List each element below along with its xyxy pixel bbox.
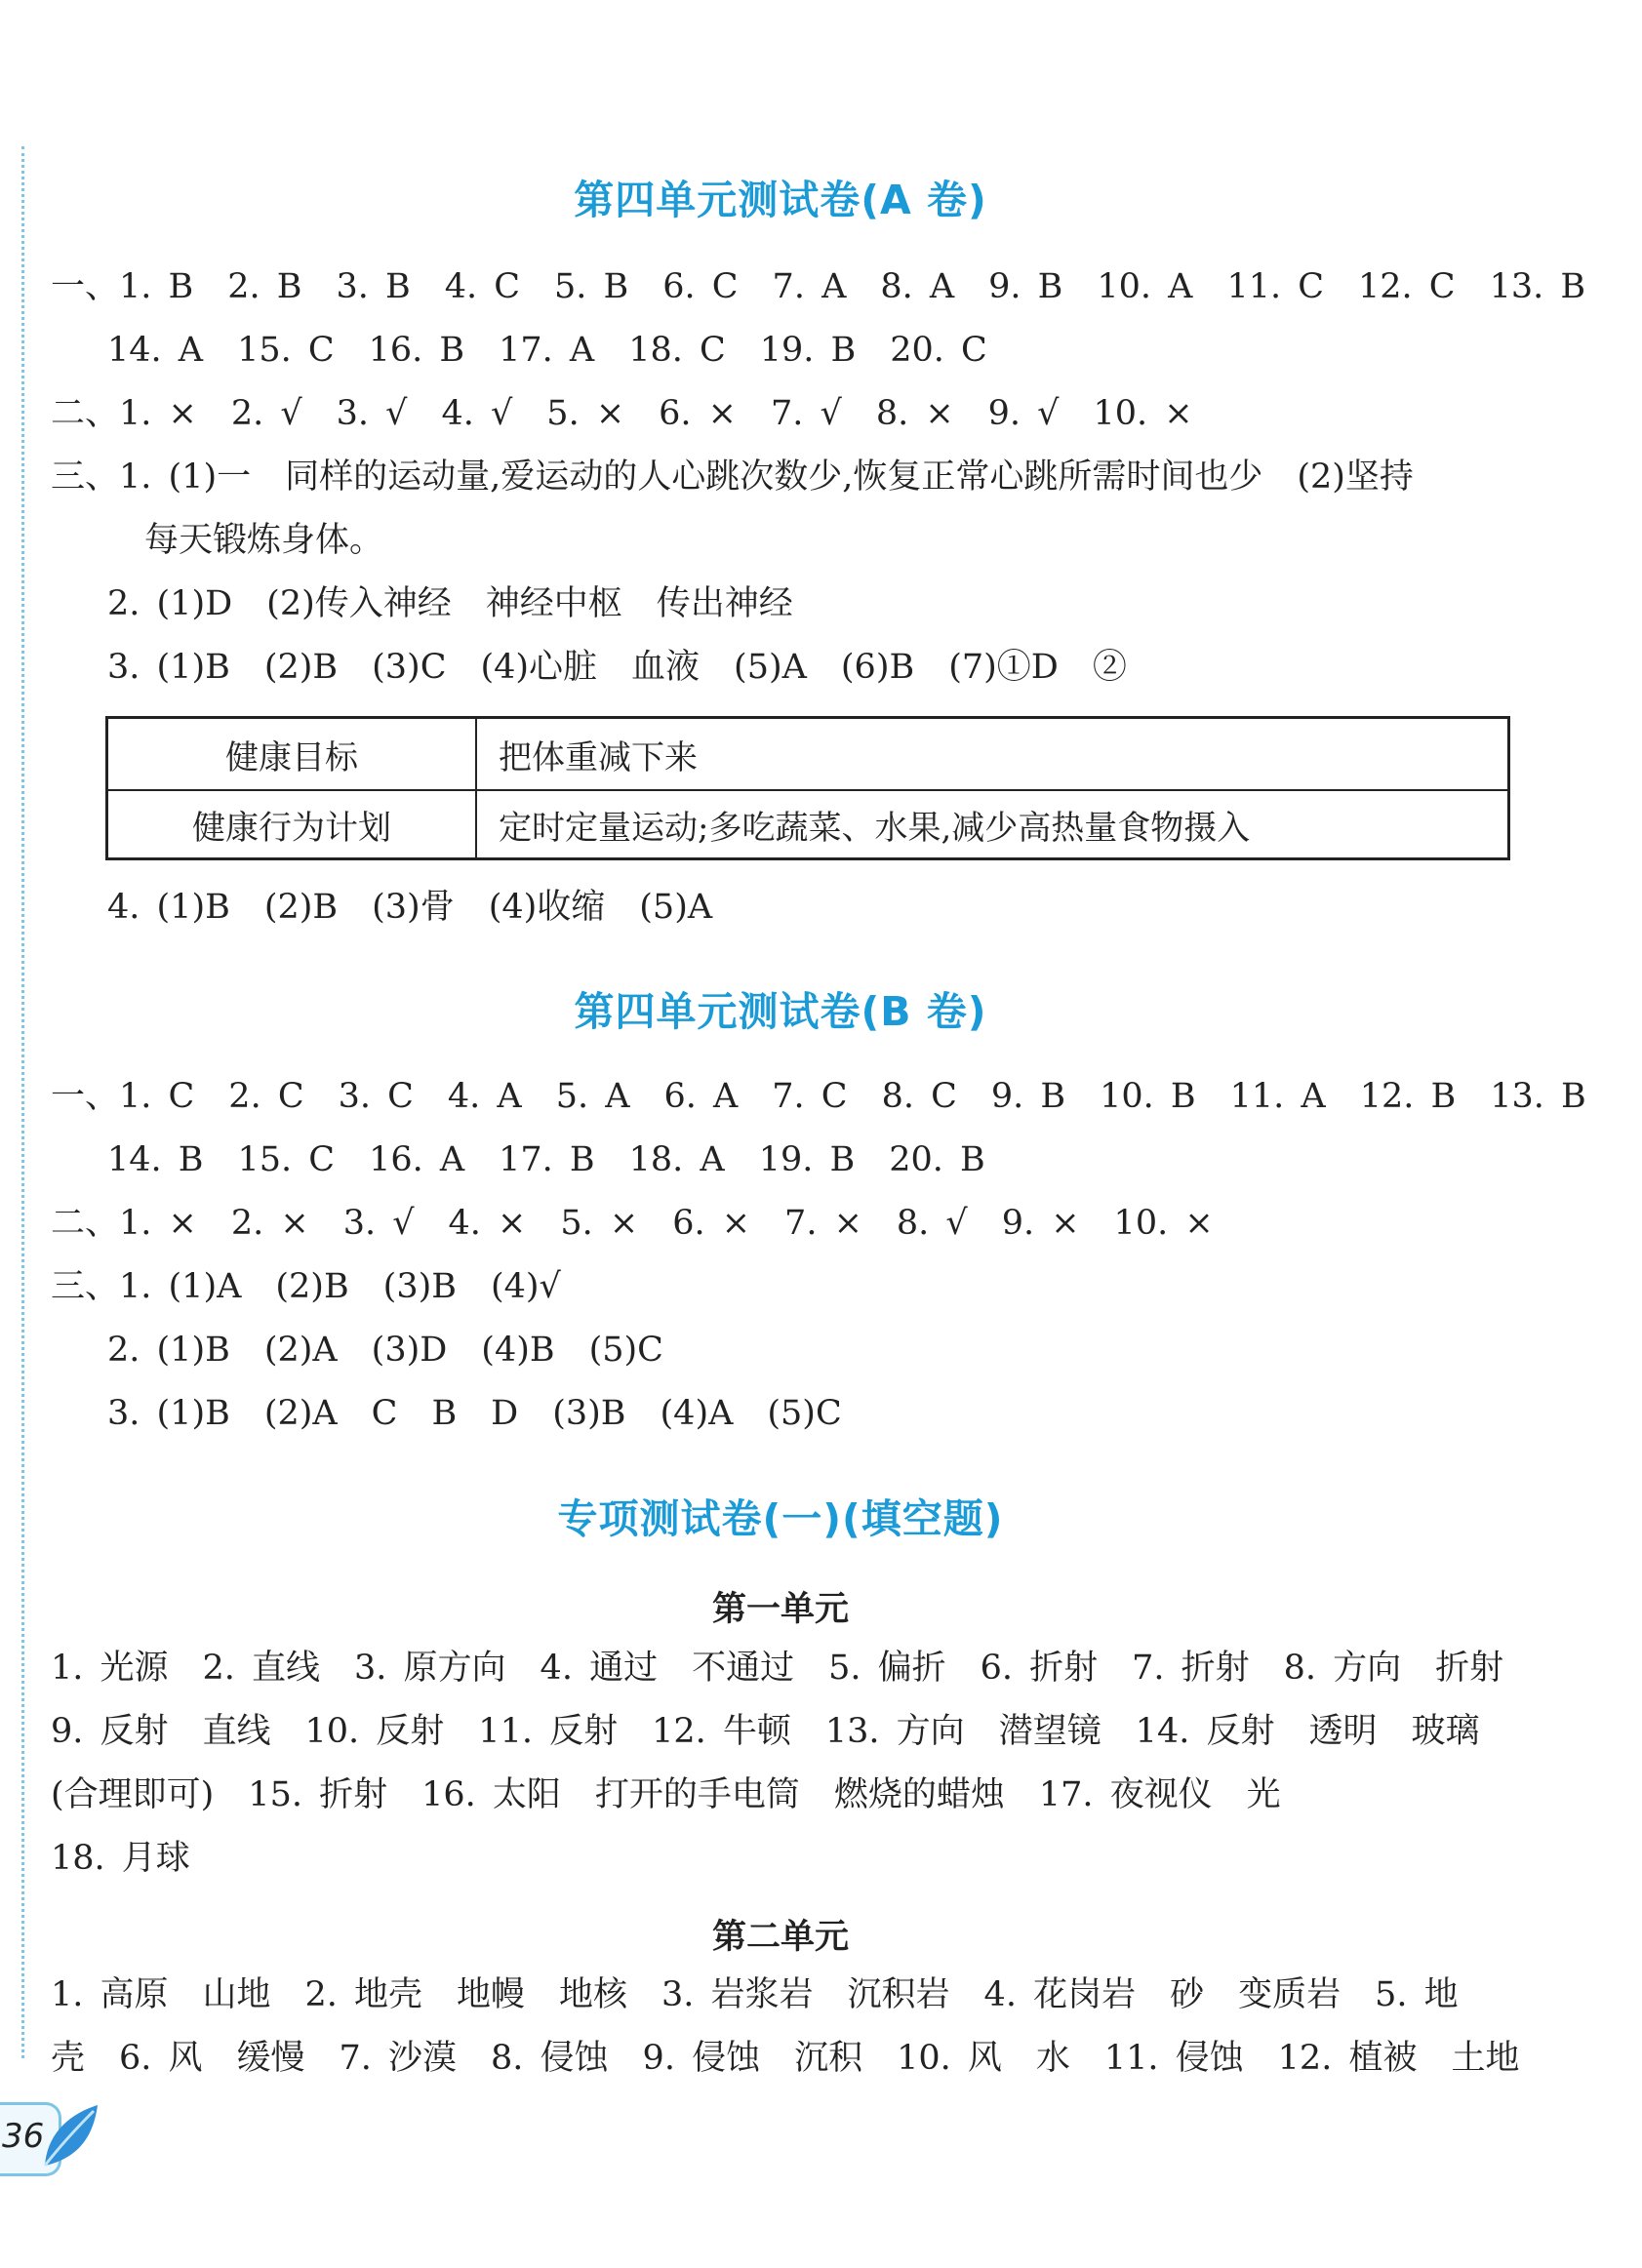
unit-2-line-1: 1. 高原 山地 2. 地壳 地幔 地核 3. 岩浆岩 沉积岩 4. 花岗岩 砂 变质岩 5. 地 — [51, 1975, 1459, 2014]
page-number: 36 — [2, 2117, 45, 2156]
unit-1-line-1: 1. 光源 2. 直线 3. 原方向 4. 通过 不通过 5. 偏折 6. 折射 7. 折射 8. 方向 折射 — [51, 1649, 1504, 1688]
unit-1-line-3: (合理即可) 15. 折射 16. 太阳 打开的手电筒 燃烧的蜡烛 17. 夜视仪 光 — [51, 1775, 1281, 1814]
section-b-line-1: 一、1. C 2. C 3. C 4. A 5. A 6. A 7. C 8. C 9. B 10. B 11. A 12. B 13. B — [51, 1077, 1586, 1116]
special-test-title: 专项测试卷(一)(填空题) — [557, 1495, 1004, 1542]
table-cell-label: 健康行为计划 — [108, 789, 477, 859]
section-b-line-5: 2. (1)B (2)A (3)D (4)B (5)C — [107, 1331, 663, 1370]
section-b-line-6: 3. (1)B (2)A C B D (3)B (4)A (5)C — [107, 1394, 842, 1433]
section-a-line-2: 14. A 15. C 16. B 17. A 18. C 19. B 20. C — [107, 331, 987, 370]
health-plan-table — [105, 716, 1510, 860]
section-b-line-3: 二、1. × 2. × 3. √ 4. × 5. × 6. × 7. × 8. √ 9. × 10. × — [51, 1204, 1214, 1243]
unit-2-subtitle: 第二单元 — [711, 1918, 849, 1957]
table-row — [108, 789, 1507, 859]
table-cell-value: 定时定量运动;多吃蔬菜、水果,减少高热量食物摄入 — [499, 808, 1251, 848]
section-a-line-6: 2. (1)D (2)传入神经 神经中枢 传出神经 — [107, 584, 793, 623]
table-cell-label: 健康目标 — [108, 719, 477, 789]
section-b-line-2: 14. B 15. C 16. A 17. B 18. A 19. B 20. B — [107, 1140, 985, 1179]
section-a-line-5: 每天锻炼身体。 — [144, 521, 384, 560]
unit-1-subtitle: 第一单元 — [711, 1590, 849, 1629]
table-cell-value: 把体重减下来 — [499, 737, 698, 777]
section-a-line-4: 三、1. (1)一 同样的运动量,爱运动的人心跳次数少,恢复正常心跳所需时间也少 (2)坚持 — [51, 458, 1414, 497]
table-row — [108, 719, 1507, 791]
unit-1-line-4: 18. 月球 — [51, 1839, 190, 1878]
section-b-title: 第四单元测试卷(B 卷) — [574, 988, 987, 1035]
leaf-icon — [37, 2097, 105, 2175]
section-a-line-3: 二、1. × 2. √ 3. √ 4. √ 5. × 6. × 7. √ 8. × 9. √ 10. × — [51, 394, 1193, 433]
unit-2-line-2: 壳 6. 风 缓慢 7. 沙漠 8. 侵蚀 9. 侵蚀 沉积 10. 风 水 11. 侵蚀 12. 植被 土地 — [51, 2039, 1520, 2078]
unit-1-line-2: 9. 反射 直线 10. 反射 11. 反射 12. 牛顿 13. 方向 潜望镜 14. 反射 透明 玻璃 — [51, 1712, 1480, 1751]
section-a-line-1: 一、1. B 2. B 3. B 4. C 5. B 6. C 7. A 8. A 9. B 10. A 11. C 12. C 13. B — [51, 267, 1586, 306]
section-a-line-8: 4. (1)B (2)B (3)骨 (4)收缩 (5)A — [107, 888, 713, 927]
section-a-title: 第四单元测试卷(A 卷) — [574, 177, 987, 223]
margin-dotted-rule — [21, 146, 24, 2058]
section-a-line-7: 3. (1)B (2)B (3)C (4)心脏 血液 (5)A (6)B (7)①D ② — [107, 648, 1127, 687]
section-b-line-4: 三、1. (1)A (2)B (3)B (4)√ — [51, 1267, 561, 1306]
